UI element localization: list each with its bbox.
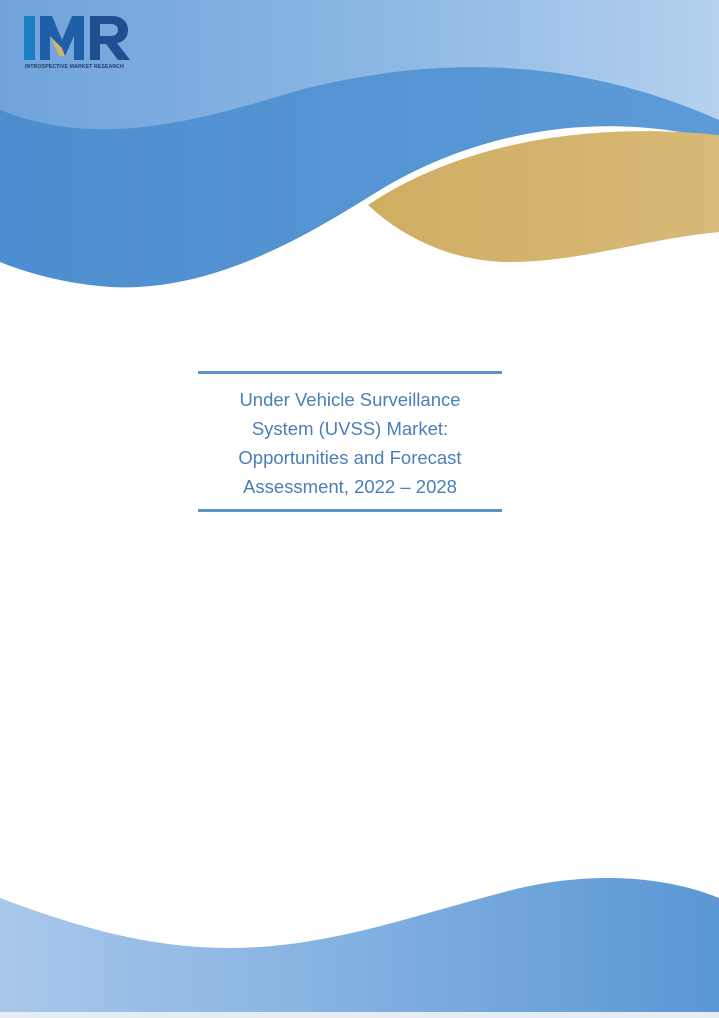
bottom-wave-decoration bbox=[0, 878, 719, 1018]
logo-letters-mark bbox=[24, 14, 130, 62]
report-title bbox=[198, 385, 502, 501]
imr-logo bbox=[24, 14, 134, 76]
bottom-blue-wave bbox=[0, 878, 719, 1018]
title-top-rule bbox=[198, 371, 502, 374]
logo-tagline: INTROSPECTIVE MARKET RESEARCH bbox=[25, 64, 124, 70]
title-line-1: Under Vehicle Surveillance bbox=[239, 389, 461, 410]
title-bottom-rule bbox=[198, 509, 502, 512]
title-line-4: Assessment, 2022 – 2028 bbox=[243, 476, 457, 497]
title-line-2: System (UVSS) Market: bbox=[251, 418, 449, 439]
title-block bbox=[198, 371, 502, 513]
title-line-3: Opportunities and Forecast bbox=[238, 447, 462, 468]
